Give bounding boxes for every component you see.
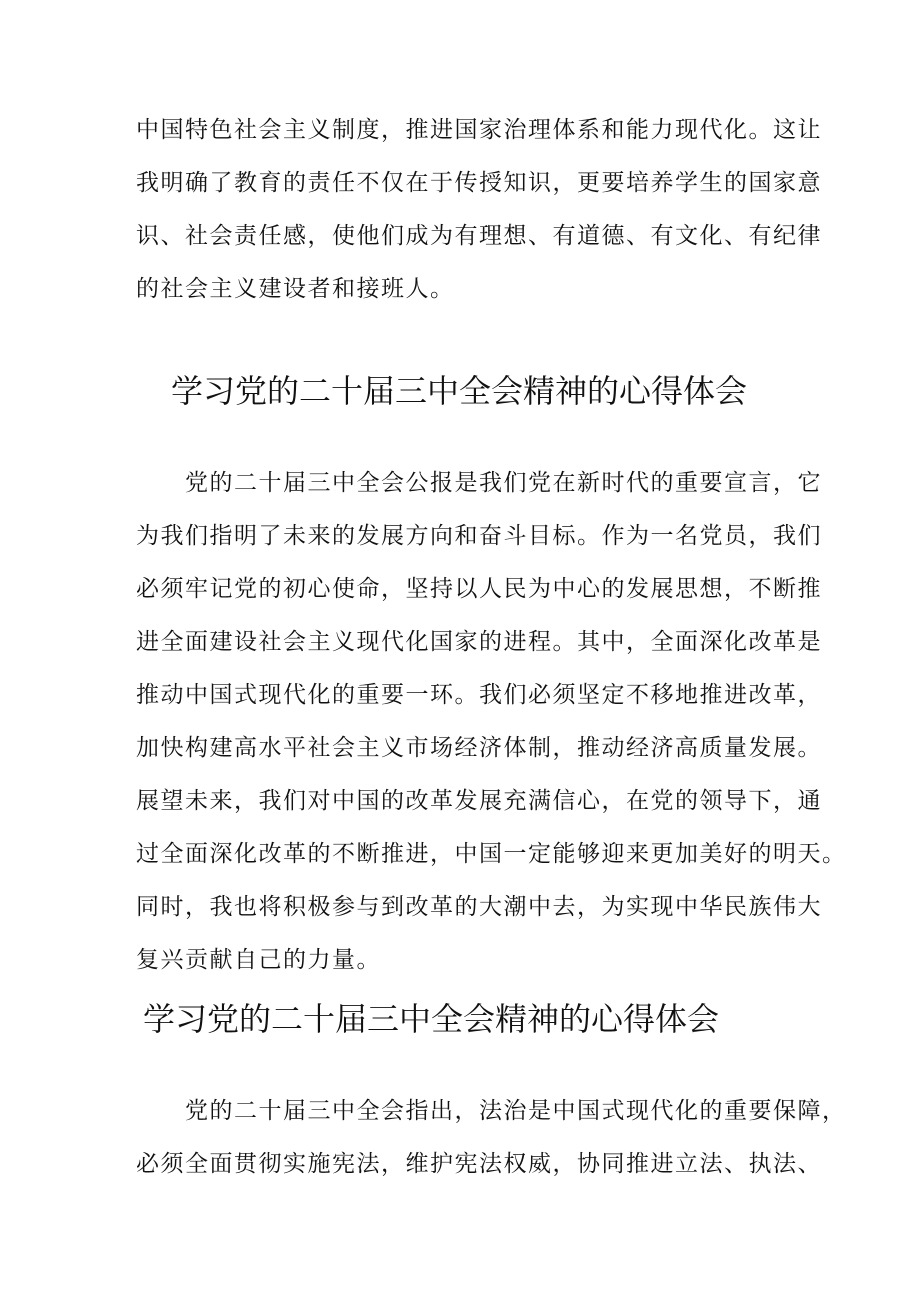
paragraph-line: 我明确了教育的责任不仅在于传授知识，更要培养学生的国家意: [136, 170, 822, 196]
paragraph-line: 中国特色社会主义制度，推进国家治理体系和能力现代化。这让: [136, 117, 822, 143]
paragraph-line: 同时，我也将积极参与到改革的大潮中去，为实现中华民族伟大: [136, 894, 822, 920]
paragraph-continued: [136, 104, 822, 316]
paragraph-body: [136, 457, 847, 987]
paragraph-line: 识、社会责任感，使他们成为有理想、有道德、有文化、有纪律: [136, 223, 822, 249]
paragraph-line: 推动中国式现代化的重要一环。我们必须坚定不移地推进改革，: [136, 682, 822, 708]
paragraph-body: [136, 1085, 847, 1191]
paragraph-line: 的社会主义建设者和接班人。: [136, 276, 455, 302]
paragraph-line: 过全面深化改革的不断推进，中国一定能够迎来更加美好的明天。: [136, 841, 847, 867]
paragraph-line: 进全面建设社会主义现代化国家的进程。其中，全面深化改革是: [136, 629, 822, 655]
paragraph-line: 加快构建高水平社会主义市场经济体制，推动经济高质量发展。: [136, 735, 822, 761]
section-heading: 学习党的二十届三中全会精神的心得体会: [171, 372, 748, 410]
paragraph-line: 展望未来，我们对中国的改革发展充满信心，在党的领导下，通: [136, 788, 822, 814]
paragraph-line: 复兴贡献自己的力量。: [136, 947, 381, 973]
paragraph-line: 党的二十届三中全会公报是我们党在新时代的重要宣言，它: [136, 470, 822, 496]
paragraph-line: 必须全面贯彻实施宪法，维护宪法权威，协同推进立法、执法、: [136, 1151, 822, 1177]
paragraph-line: 党的二十届三中全会指出，法治是中国式现代化的重要保障，: [136, 1098, 847, 1124]
paragraph-line: 为我们指明了未来的发展方向和奋斗目标。作为一名党员，我们: [136, 523, 822, 549]
paragraph-line: 必须牢记党的初心使命，坚持以人民为中心的发展思想，不断推: [136, 576, 822, 602]
section-heading: 学习党的二十届三中全会精神的心得体会: [143, 1000, 720, 1038]
